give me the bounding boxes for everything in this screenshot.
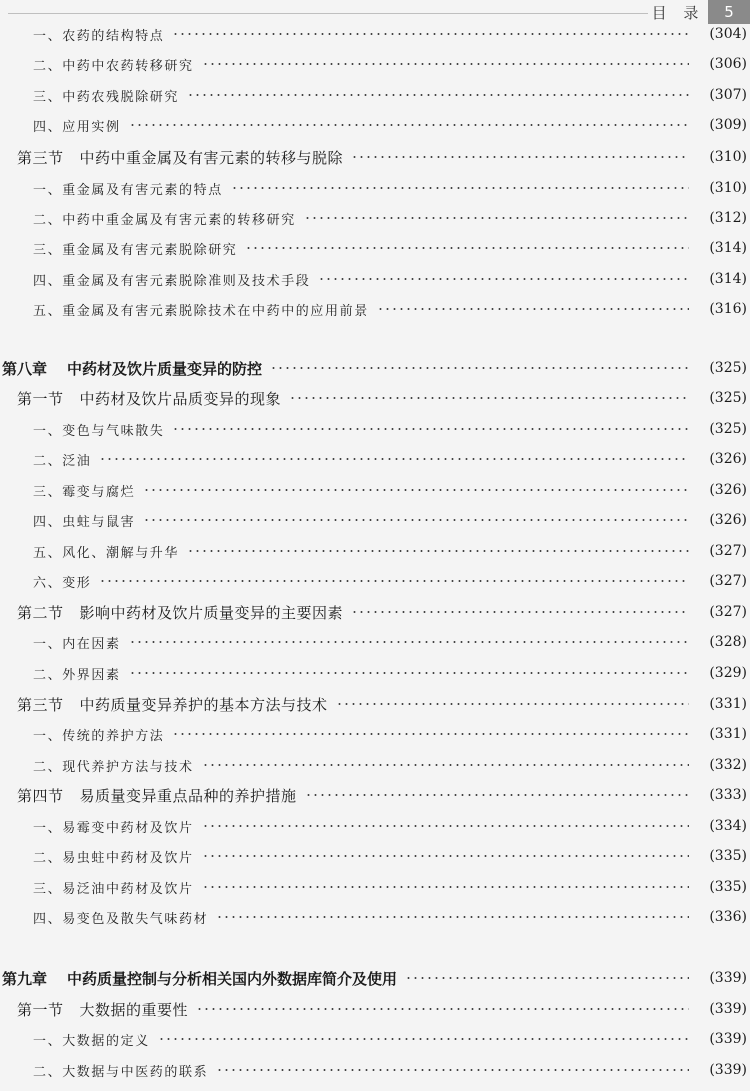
toc-entry-number: 第九章 bbox=[2, 969, 48, 988]
toc-page-number: (314) bbox=[709, 271, 747, 287]
toc-entry-title bbox=[33, 878, 194, 897]
dot-leader bbox=[202, 855, 689, 857]
toc-entry-label: 四、虫蛀与鼠害 bbox=[33, 514, 136, 530]
toc-item bbox=[0, 1024, 750, 1054]
dot-leader bbox=[172, 428, 689, 430]
toc-item bbox=[0, 203, 750, 233]
dot-leader bbox=[143, 489, 689, 491]
toc-item bbox=[0, 811, 750, 841]
toc-item bbox=[0, 719, 750, 749]
toc-item bbox=[0, 233, 750, 263]
toc-entry-title bbox=[33, 756, 194, 775]
toc-chapter bbox=[0, 353, 750, 383]
toc-entry-title bbox=[33, 179, 223, 198]
toc-entry-number: 第一节 bbox=[17, 389, 64, 408]
dot-leader bbox=[99, 458, 689, 460]
toc-item bbox=[0, 750, 750, 780]
toc-entry-title bbox=[33, 450, 91, 469]
toc-entry-label: 中药中重金属及有害元素的转移与脱除 bbox=[79, 148, 344, 167]
toc-entry-title bbox=[17, 999, 188, 1020]
toc-section bbox=[0, 383, 750, 413]
dot-leader bbox=[172, 33, 689, 35]
toc-entry-label: 三、重金属及有害元素脱除研究 bbox=[33, 242, 238, 258]
dot-leader bbox=[129, 124, 689, 126]
toc-page-number: (328) bbox=[709, 634, 747, 650]
dot-leader bbox=[405, 977, 689, 979]
toc-entry-number: 第八章 bbox=[2, 359, 48, 378]
toc-page-number: (316) bbox=[709, 301, 747, 317]
toc-entry-number: 第三节 bbox=[17, 695, 64, 714]
dot-leader bbox=[143, 519, 689, 521]
dot-leader bbox=[202, 764, 689, 766]
dot-leader bbox=[187, 94, 689, 96]
toc-entry-label: 四、应用实例 bbox=[33, 119, 121, 135]
toc-page-number: (310) bbox=[709, 149, 747, 165]
toc-entry-label: 四、易变色及散失气味药材 bbox=[33, 911, 209, 927]
toc-page-number: (325) bbox=[709, 421, 747, 437]
toc-page-number: (327) bbox=[709, 543, 747, 559]
toc-item bbox=[0, 505, 750, 535]
dot-leader bbox=[377, 308, 689, 310]
toc-item bbox=[0, 627, 750, 657]
toc-page-number: (327) bbox=[709, 573, 747, 589]
toc-entry-label: 五、重金属及有害元素脱除技术在中药中的应用前景 bbox=[33, 303, 369, 319]
dot-leader bbox=[216, 1069, 689, 1071]
toc-section bbox=[0, 597, 750, 627]
dot-leader bbox=[318, 278, 689, 280]
dot-leader bbox=[351, 611, 689, 613]
toc-entry-label: 二、大数据与中医药的联系 bbox=[33, 1064, 209, 1080]
toc-item bbox=[0, 49, 750, 79]
toc-item bbox=[0, 110, 750, 140]
toc-page-number: (331) bbox=[709, 726, 747, 742]
toc-entry-title bbox=[33, 86, 179, 105]
dot-leader bbox=[351, 156, 689, 158]
toc-item bbox=[0, 1055, 750, 1085]
toc-entry-title bbox=[33, 664, 121, 683]
toc-page-number: (339) bbox=[709, 1001, 747, 1017]
toc-page-number: (335) bbox=[709, 848, 747, 864]
toc-entry-label: 六、变形 bbox=[33, 575, 92, 591]
toc-entry-label: 中药质量变异养护的基本方法与技术 bbox=[79, 695, 328, 714]
toc-page-number: (325) bbox=[709, 390, 747, 406]
toc-entry-title bbox=[33, 25, 164, 44]
toc-page-number: (312) bbox=[709, 210, 747, 226]
toc-entry-number: 第三节 bbox=[17, 148, 64, 167]
toc-section bbox=[0, 780, 750, 810]
dot-leader bbox=[305, 794, 689, 796]
toc-section bbox=[0, 142, 750, 172]
toc-entry-label: 一、农药的结构特点 bbox=[33, 28, 165, 44]
dot-leader bbox=[216, 916, 689, 918]
toc-entry-title bbox=[33, 847, 194, 866]
toc-entry-label: 一、变色与气味散失 bbox=[33, 423, 165, 439]
dot-leader bbox=[129, 641, 689, 643]
toc-item bbox=[0, 841, 750, 871]
dot-leader bbox=[231, 187, 689, 189]
toc-entry-title bbox=[33, 1030, 150, 1049]
toc-item bbox=[0, 80, 750, 110]
toc-entry-label: 三、易泛油中药材及饮片 bbox=[33, 881, 194, 897]
toc-item bbox=[0, 173, 750, 203]
toc-entry-title bbox=[33, 420, 164, 439]
dot-leader bbox=[202, 825, 689, 827]
toc-entry-label: 一、传统的养护方法 bbox=[33, 728, 165, 744]
toc-entry-title bbox=[33, 116, 121, 135]
toc-entry-title bbox=[33, 239, 237, 258]
dot-leader bbox=[336, 703, 689, 705]
dot-leader bbox=[99, 580, 689, 582]
toc-entry-title bbox=[17, 388, 281, 409]
toc-entry-label: 二、易虫蛀中药材及饮片 bbox=[33, 850, 194, 866]
toc-entry-label: 一、内在因素 bbox=[33, 636, 121, 652]
toc-page-number: (339) bbox=[709, 1062, 747, 1078]
toc-item bbox=[0, 19, 750, 49]
dot-leader bbox=[158, 1038, 689, 1040]
toc-entry-title bbox=[33, 270, 310, 289]
dot-leader bbox=[172, 733, 689, 735]
toc-entry-title bbox=[33, 633, 121, 652]
toc-entry-title bbox=[33, 817, 194, 836]
dot-leader bbox=[187, 550, 689, 552]
toc-page-number: (326) bbox=[709, 512, 747, 528]
toc-page-number: (314) bbox=[709, 240, 747, 256]
toc-item bbox=[0, 475, 750, 505]
dot-leader bbox=[196, 1008, 689, 1010]
toc-entry-title bbox=[17, 602, 343, 623]
toc-entry-label: 二、现代养护方法与技术 bbox=[33, 759, 194, 775]
toc-entry-label: 四、重金属及有害元素脱除准则及技术手段 bbox=[33, 273, 311, 289]
toc-item bbox=[0, 566, 750, 596]
toc-item bbox=[0, 658, 750, 688]
dot-leader bbox=[270, 367, 689, 369]
toc-chapter bbox=[0, 963, 750, 993]
toc-page-number: (329) bbox=[709, 665, 747, 681]
toc-entry-label: 大数据的重要性 bbox=[79, 1000, 189, 1019]
toc-entry-number: 第四节 bbox=[17, 786, 64, 805]
toc-page-number: (331) bbox=[709, 696, 747, 712]
toc-entry-title bbox=[33, 572, 91, 591]
toc-item bbox=[0, 294, 750, 324]
toc-section bbox=[0, 994, 750, 1024]
toc-page-number: (304) bbox=[709, 26, 747, 42]
toc-entry-label: 三、霉变与腐烂 bbox=[33, 484, 136, 500]
toc-entry-title bbox=[33, 511, 135, 530]
toc-entry-label: 影响中药材及饮片质量变异的主要因素 bbox=[79, 603, 344, 622]
toc-page-number: (339) bbox=[709, 970, 747, 986]
toc-entry-label: 中药材及饮片品质变异的现象 bbox=[79, 389, 282, 408]
toc-item bbox=[0, 872, 750, 902]
toc-entry-title bbox=[33, 300, 369, 319]
toc-entry-label: 二、泛油 bbox=[33, 453, 92, 469]
toc-item bbox=[0, 902, 750, 932]
dot-leader bbox=[289, 397, 689, 399]
toc-page-number: (332) bbox=[709, 757, 747, 773]
toc-page-number: (335) bbox=[709, 879, 747, 895]
toc-page-number: (339) bbox=[709, 1031, 747, 1047]
toc-page-number: (325) bbox=[709, 360, 747, 376]
dot-leader bbox=[304, 217, 689, 219]
toc-page-number: (307) bbox=[709, 87, 747, 103]
toc-entry-title bbox=[33, 55, 194, 74]
toc-entry-title bbox=[33, 1061, 208, 1080]
toc-entry-title bbox=[33, 209, 296, 228]
toc-entry-title bbox=[33, 725, 164, 744]
toc-item bbox=[0, 264, 750, 294]
dot-leader bbox=[245, 247, 689, 249]
toc-entry-label: 二、中药中重金属及有害元素的转移研究 bbox=[33, 212, 296, 228]
toc-entry-number: 第一节 bbox=[17, 1000, 64, 1019]
toc-page-number: (334) bbox=[709, 818, 747, 834]
dot-leader bbox=[202, 886, 689, 888]
toc-entry-title bbox=[17, 694, 328, 715]
toc-entry-label: 二、中药中农药转移研究 bbox=[33, 58, 194, 74]
toc-entry-number: 第二节 bbox=[17, 603, 64, 622]
toc-entry-label: 二、外界因素 bbox=[33, 667, 121, 683]
toc-entry-label: 中药质量控制与分析相关国内外数据库简介及使用 bbox=[67, 969, 398, 988]
toc-entry-title bbox=[2, 358, 262, 379]
toc-entry-label: 易质量变异重点品种的养护措施 bbox=[79, 786, 297, 805]
toc-page-number: (327) bbox=[709, 604, 747, 620]
toc-page-number: (309) bbox=[709, 117, 747, 133]
toc-entry-label: 三、中药农残脱除研究 bbox=[33, 89, 180, 105]
toc-entry-title bbox=[17, 147, 343, 168]
dot-leader bbox=[202, 63, 689, 65]
toc-entry-label: 一、大数据的定义 bbox=[33, 1033, 150, 1049]
toc-entry-label: 一、重金属及有害元素的特点 bbox=[33, 182, 223, 198]
toc-page-number: (326) bbox=[709, 451, 747, 467]
running-title: 目 录 bbox=[651, 4, 705, 22]
toc-entry-title bbox=[2, 968, 397, 989]
toc-item bbox=[0, 414, 750, 444]
toc-page-number: (306) bbox=[709, 56, 747, 72]
toc-item bbox=[0, 536, 750, 566]
toc-entry-label: 中药材及饮片质量变异的防控 bbox=[67, 359, 263, 378]
toc-page-number: (310) bbox=[709, 180, 747, 196]
toc-entry-title bbox=[33, 481, 135, 500]
toc-page-number: (336) bbox=[709, 909, 747, 925]
toc-entry-label: 五、风化、潮解与升华 bbox=[33, 545, 180, 561]
toc-entry-title bbox=[17, 785, 297, 806]
toc-page-number: (333) bbox=[709, 787, 747, 803]
toc-entry-title bbox=[33, 908, 208, 927]
toc-entry-title bbox=[33, 542, 179, 561]
toc-section bbox=[0, 689, 750, 719]
toc-item bbox=[0, 444, 750, 474]
toc-page-number: (326) bbox=[709, 482, 747, 498]
page-number-badge: 5 bbox=[708, 0, 750, 24]
dot-leader bbox=[129, 672, 689, 674]
toc-entry-label: 一、易霉变中药材及饮片 bbox=[33, 820, 194, 836]
